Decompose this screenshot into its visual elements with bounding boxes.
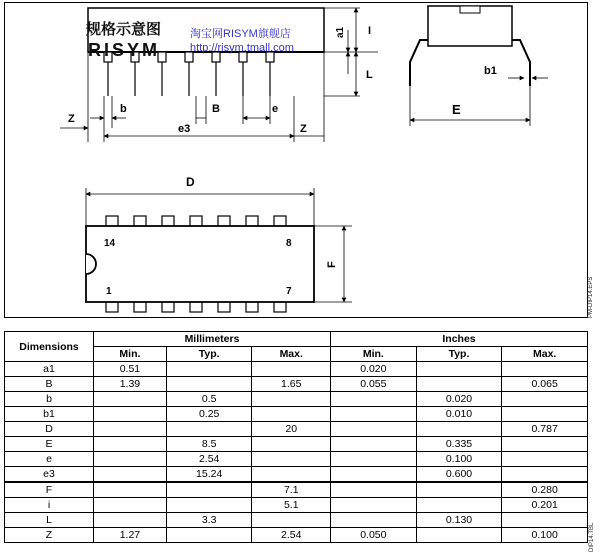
in-typ-header: Typ.: [416, 347, 502, 362]
label-b1: b1: [484, 65, 497, 77]
mm-min-cell: [94, 452, 167, 467]
mm-max-cell: 2.54: [252, 528, 331, 543]
mm-min-cell: 0.51: [94, 362, 167, 377]
symbol-cell: Z: [5, 528, 94, 543]
label-Z-right: Z: [300, 123, 307, 135]
mm-min-cell: [94, 467, 167, 483]
mm-typ-cell: [166, 377, 252, 392]
symbol-cell: D: [5, 422, 94, 437]
in-min-cell: [331, 467, 417, 483]
mm-max-cell: 1.65: [252, 377, 331, 392]
in-typ-cell: [416, 482, 502, 498]
mm-typ-cell: [166, 482, 252, 498]
mm-min-cell: [94, 392, 167, 407]
in-max-cell: [502, 392, 588, 407]
in-typ-cell: [416, 528, 502, 543]
mm-max-cell: [252, 467, 331, 483]
in-typ-cell: 0.010: [416, 407, 502, 422]
mm-min-cell: 1.27: [94, 528, 167, 543]
label-I: I: [368, 25, 372, 37]
watermark-url: http://risym.tmall.com: [190, 42, 294, 54]
symbol-cell: E: [5, 437, 94, 452]
mm-max-cell: [252, 513, 331, 528]
watermark-brand: RISYM: [88, 40, 161, 60]
table-row: [5, 498, 588, 513]
table-file-tag: DIP14.TBL: [589, 522, 595, 552]
in-typ-cell: [416, 498, 502, 513]
mm-typ-cell: 8.5: [166, 437, 252, 452]
symbol-cell: e3: [5, 467, 94, 483]
mm-max-cell: 7.1: [252, 482, 331, 498]
in-min-cell: 0.020: [331, 362, 417, 377]
mm-min-cell: [94, 513, 167, 528]
in-max-cell: 0.100: [502, 528, 588, 543]
in-max-cell: 0.201: [502, 498, 588, 513]
in-max-cell: [502, 452, 588, 467]
mm-typ-cell: [166, 498, 252, 513]
inches-header: Inches: [331, 332, 588, 347]
table-row: [5, 407, 588, 422]
in-min-cell: 0.055: [331, 377, 417, 392]
in-max-cell: [502, 513, 588, 528]
table-row: [5, 362, 588, 377]
in-min-cell: 0.050: [331, 528, 417, 543]
mm-typ-cell: 2.54: [166, 452, 252, 467]
dimensions-table: [4, 331, 588, 543]
millimeters-header: Millimeters: [94, 332, 331, 347]
label-e3: e3: [178, 123, 191, 135]
in-max-cell: [502, 467, 588, 483]
symbol-cell: e: [5, 452, 94, 467]
in-min-cell: [331, 452, 417, 467]
symbol-cell: b1: [5, 407, 94, 422]
symbol-cell: b: [5, 392, 94, 407]
mm-typ-header: Typ.: [166, 347, 252, 362]
top-view: [86, 175, 352, 312]
symbol-cell: i: [5, 498, 94, 513]
dimensions-table-body: [5, 362, 588, 543]
mm-typ-cell: 15.24: [166, 467, 252, 483]
in-max-cell: 0.787: [502, 422, 588, 437]
mm-max-cell: [252, 452, 331, 467]
in-min-cell: [331, 392, 417, 407]
mm-min-cell: [94, 422, 167, 437]
drawing-file-tag: PM-DIP14.EPS: [588, 276, 594, 318]
table-row: [5, 392, 588, 407]
label-D: D: [186, 175, 195, 189]
label-B: B: [212, 103, 220, 115]
mm-min-cell: [94, 407, 167, 422]
pin-7-label: 7: [286, 286, 292, 297]
in-typ-cell: 0.335: [416, 437, 502, 452]
mm-min-cell: [94, 482, 167, 498]
label-F: F: [326, 261, 338, 268]
mm-max-header: Max.: [252, 347, 331, 362]
in-min-cell: [331, 513, 417, 528]
mm-typ-cell: [166, 528, 252, 543]
label-e: e: [272, 103, 279, 115]
in-max-header: Max.: [502, 347, 588, 362]
in-min-cell: [331, 482, 417, 498]
mm-min-header: Min.: [94, 347, 167, 362]
symbol-cell: a1: [5, 362, 94, 377]
pin-8-label: 8: [286, 238, 292, 249]
watermark-shop: 淘宝网RISYM旗舰店: [190, 28, 291, 40]
symbol-cell: F: [5, 482, 94, 498]
mm-min-cell: 1.39: [94, 377, 167, 392]
symbol-cell: L: [5, 513, 94, 528]
label-E: E: [452, 102, 461, 117]
mm-typ-cell: 0.25: [166, 407, 252, 422]
in-typ-cell: [416, 377, 502, 392]
watermark-title: 规格示意图: [86, 21, 162, 38]
mm-typ-cell: 0.5: [166, 392, 252, 407]
in-min-cell: [331, 498, 417, 513]
pin-1-label: 1: [106, 286, 112, 297]
in-max-cell: [502, 437, 588, 452]
label-L: L: [366, 69, 373, 81]
dimensions-header: Dimensions: [5, 332, 94, 362]
mm-max-cell: [252, 437, 331, 452]
in-typ-cell: 0.600: [416, 467, 502, 483]
symbol-cell: B: [5, 377, 94, 392]
pin-14-label: 14: [104, 238, 116, 249]
table-row: [5, 528, 588, 543]
table-row: [5, 467, 588, 483]
in-min-cell: [331, 437, 417, 452]
mm-typ-cell: [166, 362, 252, 377]
label-b: b: [120, 103, 127, 115]
table-row: [5, 437, 588, 452]
table-row: [5, 422, 588, 437]
in-typ-cell: 0.100: [416, 452, 502, 467]
mm-min-cell: [94, 498, 167, 513]
mm-max-cell: [252, 392, 331, 407]
table-row: [5, 377, 588, 392]
in-max-cell: [502, 362, 588, 377]
in-max-cell: 0.065: [502, 377, 588, 392]
in-typ-cell: 0.020: [416, 392, 502, 407]
in-max-cell: 0.280: [502, 482, 588, 498]
in-typ-cell: 0.130: [416, 513, 502, 528]
in-min-header: Min.: [331, 347, 417, 362]
side-view: [410, 6, 548, 126]
label-Z-left: Z: [68, 113, 75, 125]
mm-min-cell: [94, 437, 167, 452]
table-row: [5, 482, 588, 498]
in-typ-cell: [416, 422, 502, 437]
mm-max-cell: [252, 362, 331, 377]
in-typ-cell: [416, 362, 502, 377]
table-row: [5, 452, 588, 467]
label-a1: a1: [335, 26, 346, 38]
mm-max-cell: 20: [252, 422, 331, 437]
in-min-cell: [331, 407, 417, 422]
mm-typ-cell: [166, 422, 252, 437]
table-row: [5, 513, 588, 528]
mm-typ-cell: 3.3: [166, 513, 252, 528]
mm-max-cell: [252, 407, 331, 422]
mm-max-cell: 5.1: [252, 498, 331, 513]
in-max-cell: [502, 407, 588, 422]
in-min-cell: [331, 422, 417, 437]
